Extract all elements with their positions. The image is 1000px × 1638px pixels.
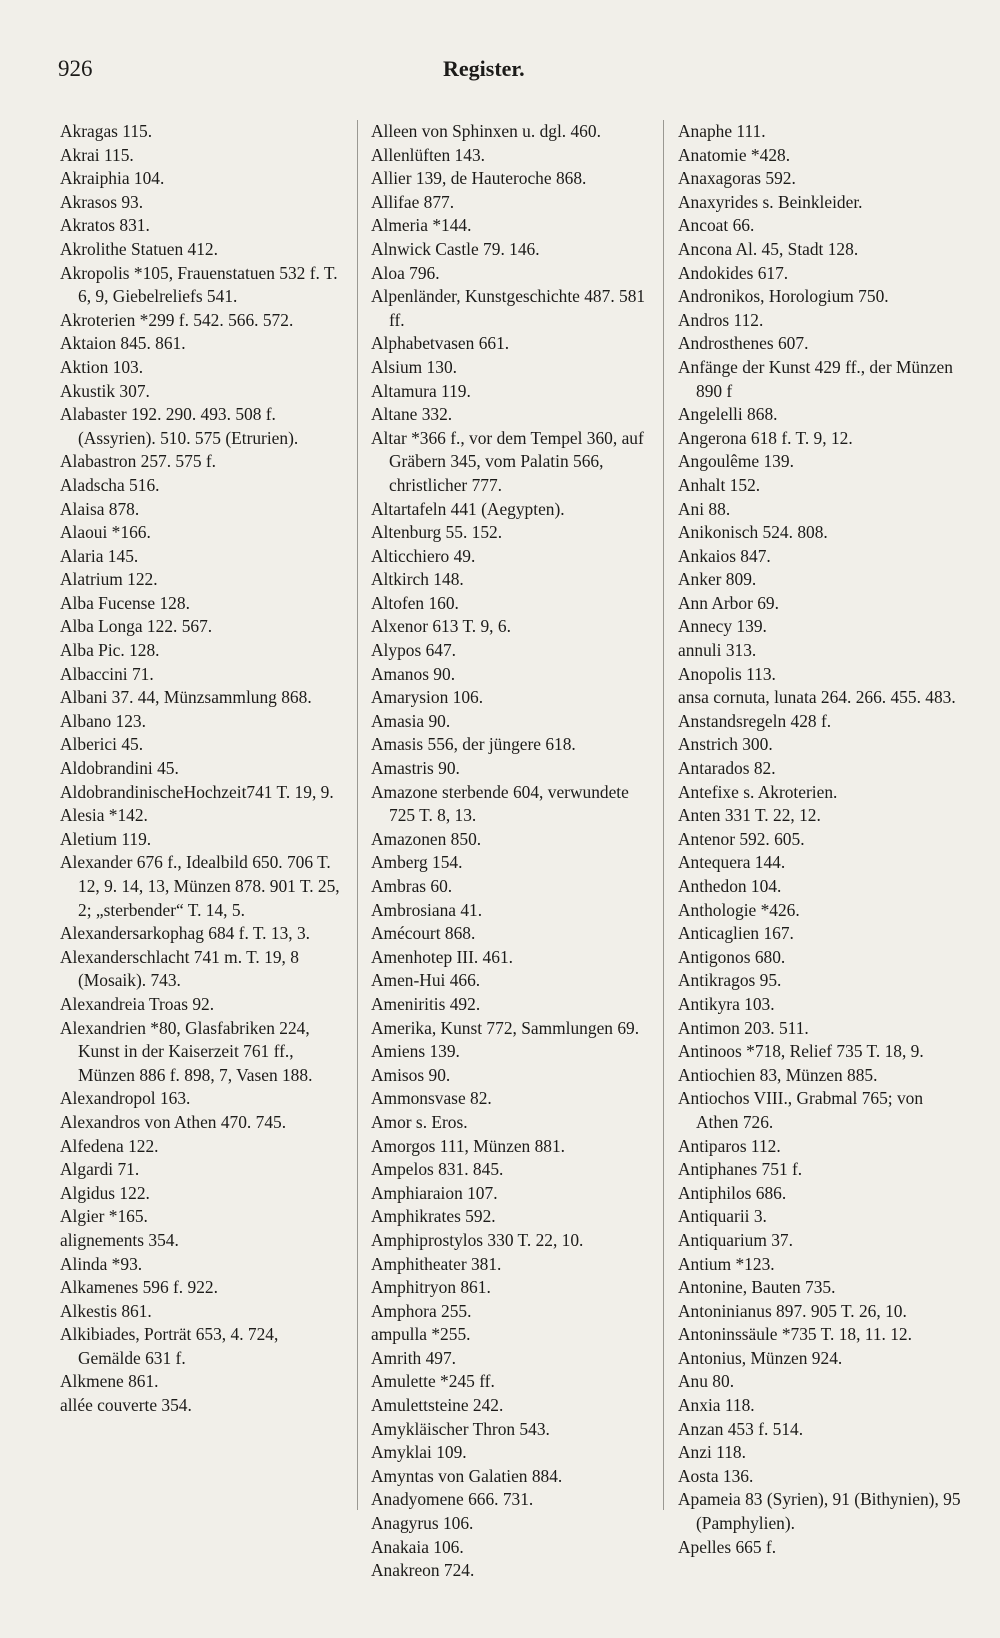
index-entry: Angoulême 139. [678,451,794,472]
index-entry: Altane 332. [371,404,453,425]
index-entry: Antigonos 680. [678,946,786,967]
index-entry: Albaccini 71. [60,663,154,684]
index-column-1 [60,120,342,1418]
index-entry: Antiparos 112. [678,1135,781,1156]
index-entry: Amrith 497. [371,1347,457,1368]
index-entry: Alexander 676 f., Idealbild 650. 706 T. 12, 9. 14, 13, Münzen 878. 901 T. 25, 2; „sterbender“ T. 14, 5. [60,852,340,920]
index-entry: Albano 123. [60,710,146,731]
index-entry: Ani 88. [678,498,731,519]
index-entry: Akrai 115. [60,144,134,165]
index-entry: Antiochos VIII., Grabmal 765; von Athen 726. [678,1088,924,1132]
index-entry: Amazone sterbende 604, verwundete 725 T. 8, 13. [371,781,629,826]
page-number: 926 [58,56,93,81]
index-entry: Aladscha 516. [60,474,160,495]
index-entry: Anaxyrides s. Beinkleider. [678,191,863,212]
index-entry: Antiphilos 686. [678,1182,787,1203]
index-entry: Amphikrates 592. [371,1206,496,1227]
index-entry: Amasia 90. [371,710,451,731]
index-entry: Ampelos 831. 845. [371,1159,504,1180]
index-entry: Akroterien *299 f. 542. 566. 572. [60,309,294,330]
index-entry: Alkibiades, Porträt 653, 4. 724, Gemälde 631 f. [60,1324,279,1368]
index-entry: Anfänge der Kunst 429 ff., der Münzen 890 f [678,356,953,401]
index-entry: Akratos 831. [60,215,150,236]
index-entry: Alexanderschlacht 741 m. T. 19, 8 (Mosaik). 743. [60,946,299,991]
index-entry: Amberg 154. [371,852,463,873]
index-entry: Anaphe 111. [678,121,766,141]
index-entry: Anstandsregeln 428 f. [678,710,832,731]
index-entry: Ann Arbor 69. [678,592,779,613]
index-entry: Anthologie *426. [678,899,800,920]
index-entry: alignements 354. [60,1229,179,1250]
index-entry: Amasis 556, der jüngere 618. [371,734,576,755]
index-entry: Antequera 144. [678,852,786,873]
index-entry: Antefixe s. Akroterien. [678,781,838,802]
index-entry: Antonius, Münzen 924. [678,1347,843,1368]
index-entry: Antarados 82. [678,758,776,779]
page-header [58,56,958,90]
index-entry: Alba Fucense 128. [60,592,190,613]
index-entry: Anaxagoras 592. [678,168,796,189]
index-entry: Amphitheater 381. [371,1253,502,1274]
index-entry: Anadyomene 666. 731. [371,1489,534,1510]
column-divider [357,120,358,1510]
index-entry: Antiquarii 3. [678,1206,767,1227]
index-entry: Alba Pic. 128. [60,640,160,661]
index-entry: Anzi 118. [678,1442,746,1463]
index-entry: Alpenländer, Kunstgeschichte 487. 581 ff. [371,286,646,330]
index-entry: Alaisa 878. [60,498,140,519]
index-entry: Amerika, Kunst 772, Sammlungen 69. [371,1017,640,1038]
index-entry: Akraiphia 104. [60,168,165,189]
index-entry: Algidus 122. [60,1182,150,1203]
index-entry: Aloa 796. [371,262,440,283]
index-entry: Altar *366 f., vor dem Tempel 360, auf Gräbern 345, vom Palatin 566, christlicher 777. [371,427,644,495]
index-entry: Allier 139, de Hauteroche 868. [371,168,587,189]
index-entry: Amanos 90. [371,663,456,684]
index-entry: Anakreon 724. [371,1560,475,1581]
index-entry: Anzan 453 f. 514. [678,1418,804,1439]
index-entry: allée couverte 354. [60,1395,192,1416]
index-entry: ampulla *255. [371,1324,471,1345]
index-entry: Apelles 665 f. [678,1536,777,1557]
column-divider [663,120,664,1510]
index-entry: Alkestis 861. [60,1300,152,1321]
index-entry: Almeria *144. [371,215,472,236]
index-entry: Aktaion 845. 861. [60,333,186,354]
index-entry: Antium *123. [678,1253,775,1274]
index-entry: Aldobrandini 45. [60,758,179,779]
index-entry: Amyntas von Galatien 884. [371,1465,563,1486]
index-entry: Alsium 130. [371,356,457,377]
index-entry: Andronikos, Horologium 750. [678,286,889,307]
index-entry: Aosta 136. [678,1465,754,1486]
index-entry: Akustik 307. [60,380,150,401]
index-entry: Amyklai 109. [371,1442,467,1463]
index-entry: Amphitryon 861. [371,1277,491,1298]
index-entry: Anatomie *428. [678,144,791,165]
index-entry: Amarysion 106. [371,687,484,708]
index-entry: Alleen von Sphinxen u. dgl. 460. [371,121,601,141]
index-entry: Angelelli 868. [678,404,778,425]
index-entry: Amécourt 868. [371,923,476,944]
index-entry: Amulettsteine 242. [371,1395,504,1416]
index-entry: Amenhotep III. 461. [371,946,513,967]
index-entry: Annecy 139. [678,616,767,637]
index-entry: Albani 37. 44, Münzsammlung 868. [60,687,312,708]
index-column-3 [678,120,962,1559]
index-entry: Androsthenes 607. [678,333,809,354]
index-entry: Angerona 618 f. T. 9, 12. [678,427,853,448]
index-entry: Antikragos 95. [678,970,782,991]
index-entry: ansa cornuta, lunata 264. 266. 455. 483. [678,687,956,708]
index-entry: Amisos 90. [371,1064,451,1085]
index-entry: Altamura 119. [371,380,471,401]
index-entry: Amphiaraion 107. [371,1182,498,1203]
index-entry: Ancona Al. 45, Stadt 128. [678,238,859,259]
index-entry: Altofen 160. [371,592,459,613]
index-entry: Akrolithe Statuen 412. [60,238,218,259]
index-entry: Alexandros von Athen 470. 745. [60,1111,287,1132]
index-entry: Akrasos 93. [60,191,144,212]
index-entry: Ancoat 66. [678,215,755,236]
index-entry: Allenlüften 143. [371,144,485,165]
index-entry: Alba Longa 122. 567. [60,616,213,637]
index-entry: Algardi 71. [60,1159,140,1180]
index-entry: Antiochien 83, Münzen 885. [678,1064,878,1085]
index-entry: Antimon 203. 511. [678,1017,809,1038]
index-entry: Amazonen 850. [371,828,482,849]
index-entry: Anticaglien 167. [678,923,794,944]
index-entry: Alticchiero 49. [371,545,476,566]
index-entry: Anu 80. [678,1371,735,1392]
index-entry: Alxenor 613 T. 9, 6. [371,616,511,637]
index-entry: Antikyra 103. [678,993,775,1014]
index-entry: Alexandropol 163. [60,1088,191,1109]
index-entry: Amor s. Eros. [371,1111,468,1132]
index-entry: Anstrich 300. [678,734,773,755]
index-entry: Alexandersarkophag 684 f. T. 13, 3. [60,923,311,944]
index-entry: AldobrandinischeHochzeit741 T. 19, 9. [60,781,334,802]
index-entry: Alabastron 257. 575 f. [60,451,217,472]
index-entry: Alkamenes 596 f. 922. [60,1277,218,1298]
index-entry: Ameniritis 492. [371,993,481,1014]
index-entry: Alexandrien *80, Glasfabriken 224, Kunst in der Kaiserzeit 761 ff., Münzen 886 f. 898, 7, Vasen 188. [60,1017,313,1085]
index-entry: Andokides 617. [678,262,789,283]
index-entry: Apameia 83 (Syrien), 91 (Bithynien), 95 (Pamphylien). [678,1489,961,1534]
index-entry: Alaoui *166. [60,522,151,543]
index-entry: Alatrium 122. [60,569,158,590]
index-entry: Alesia *142. [60,805,148,826]
index-entry: Altenburg 55. 152. [371,522,503,543]
index-entry: Andros 112. [678,309,764,330]
index-entry: Amorgos 111, Münzen 881. [371,1135,566,1156]
index-entry: Anikonisch 524. 808. [678,522,828,543]
index-entry: Algier *165. [60,1206,148,1227]
index-entry: Alberici 45. [60,734,144,755]
index-entry: Anten 331 T. 22, 12. [678,805,821,826]
index-entry: Ammonsvase 82. [371,1088,492,1109]
index-entry: Amen-Hui 466. [371,970,481,991]
index-entry: Ambras 60. [371,876,453,896]
index-entry: Allifae 877. [371,191,455,212]
index-entry: Ankaios 847. [678,545,771,566]
index-entry: Aktion 103. [60,356,144,377]
index-entry: annuli 313. [678,640,757,661]
index-entry: Ambrosiana 41. [371,899,483,920]
index-entry: Alexandreia Troas 92. [60,993,215,1014]
index-entry: Alkmene 861. [60,1371,159,1392]
index-entry: Anxia 118. [678,1395,755,1416]
index-entry: Altartafeln 441 (Aegypten). [371,498,565,519]
index-entry: Alaria 145. [60,545,139,566]
index-entry: Anagyrus 106. [371,1513,474,1534]
index-entry: Alfedena 122. [60,1135,159,1156]
index-entry: Antiquarium 37. [678,1229,793,1250]
index-entry: Anakaia 106. [371,1536,464,1557]
index-entry: Alnwick Castle 79. 146. [371,238,540,259]
running-head: Register. [443,56,525,81]
index-entry: Anhalt 152. [678,474,761,495]
index-entry: Antoninssäule *735 T. 18, 11. 12. [678,1324,912,1345]
index-entry: Anopolis 113. [678,663,776,684]
index-entry: Anthedon 104. [678,876,782,896]
index-entry: Antiphanes 751 f. [678,1159,803,1180]
index-entry: Alinda *93. [60,1253,143,1274]
index-entry: Amykläischer Thron 543. [371,1418,550,1439]
index-entry: Akragas 115. [60,121,153,141]
index-entry: Amulette *245 ff. [371,1371,495,1392]
index-column-2 [371,120,651,1583]
index-entry: Alabaster 192. 290. 493. 508 f. (Assyrien). 510. 575 (Etrurien). [60,404,299,448]
index-entry: Altkirch 148. [371,569,464,590]
index-entry: Aletium 119. [60,828,152,849]
index-entry: Alypos 647. [371,640,457,661]
index-entry: Alphabetvasen 661. [371,333,510,354]
index-entry: Amphora 255. [371,1300,472,1321]
index-entry: Amphiprostylos 330 T. 22, 10. [371,1229,584,1250]
index-entry: Akropolis *105, Frauenstatuen 532 f. T. 6, 9, Giebelreliefs 541. [60,262,338,307]
index-entry: Anker 809. [678,569,757,590]
index-entry: Antoninianus 897. 905 T. 26, 10. [678,1300,907,1321]
index-entry: Antenor 592. 605. [678,828,805,849]
index-entry: Amastris 90. [371,758,460,779]
index-entry: Antonine, Bauten 735. [678,1277,836,1298]
index-entry: Amiens 139. [371,1041,460,1062]
index-entry: Antinoos *718, Relief 735 T. 18, 9. [678,1041,924,1062]
